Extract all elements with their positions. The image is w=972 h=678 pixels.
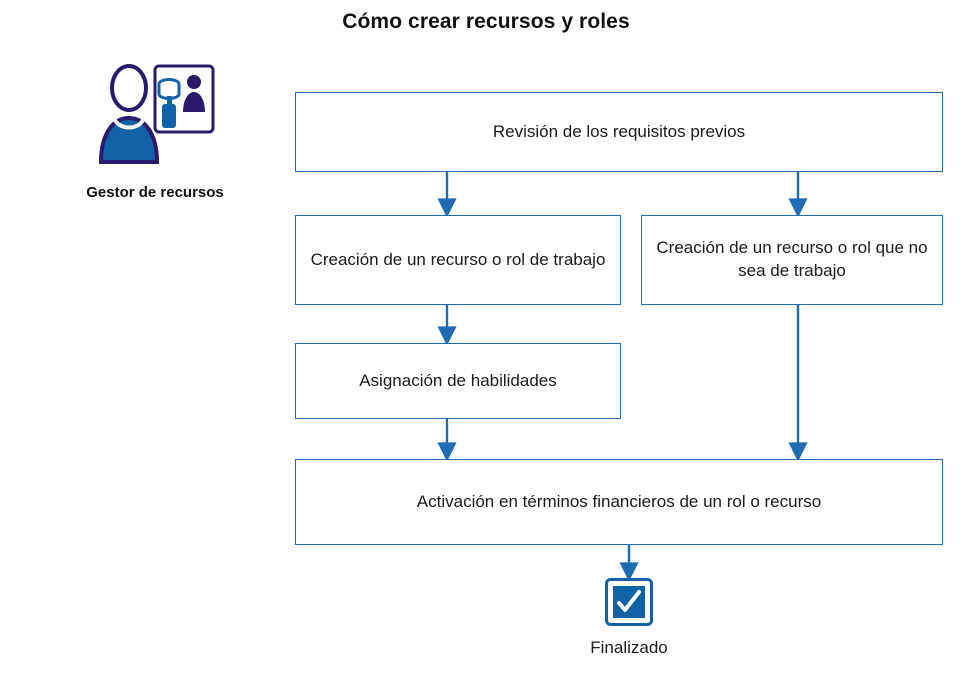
page-title: Cómo crear recursos y roles [342,10,630,33]
checkbox-checked-icon [605,578,653,626]
actor-label: Gestor de recursos [86,184,224,201]
flow-node-label: Asignación de habilidades [359,370,557,390]
flow-node-label: Revisión de los requisitos previos [492,121,746,141]
flow-node-label: Creación de un recurso o rol que no sea de trabajo [656,238,928,280]
flow-node-nonwork[interactable] [641,215,943,305]
flow-node-label: Creación de un recurso o rol de trabajo [310,249,606,269]
flow-node-activate[interactable] [295,459,943,545]
actor-group [55,62,255,201]
resource-manager-icon [93,62,218,172]
flow-node-work[interactable] [295,215,621,305]
end-label: Finalizado [590,638,668,657]
flow-node-prereq[interactable] [295,92,943,172]
flow-node-skills[interactable] [295,343,621,419]
flow-node-label: Activación en términos financieros de un rol o recurso [416,491,822,511]
